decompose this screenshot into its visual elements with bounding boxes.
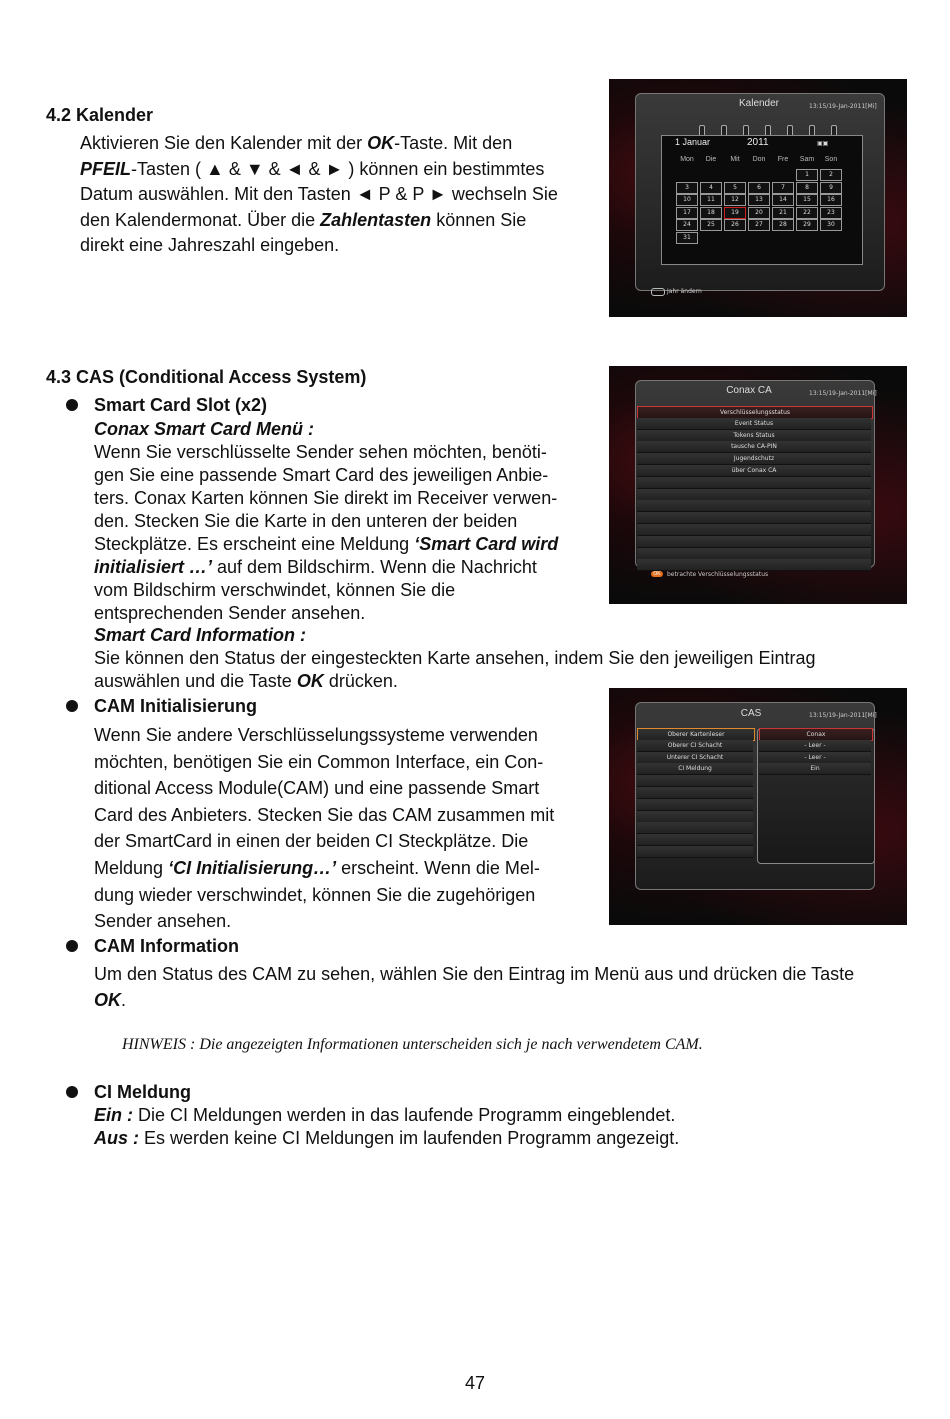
calendar-year: 2011 <box>747 137 769 148</box>
calendar-day-cell[interactable]: 25 <box>700 219 722 231</box>
cas-menu-item[interactable] <box>637 775 753 787</box>
calendar-day-cell[interactable]: 18 <box>700 207 722 219</box>
weekday-label: Sam <box>799 156 815 163</box>
calendar-day-cell[interactable]: 21 <box>772 207 794 219</box>
cas-value[interactable]: - Leer - <box>759 740 871 752</box>
text-line: ters. Conax Karten können Sie direkt im Receiver verwen- <box>94 488 558 508</box>
text-line: Steckplätze. Es erscheint eine Meldung ‘Smart Card wird <box>94 534 559 554</box>
calendar-day-cell[interactable]: 2 <box>820 169 842 181</box>
calendar-title: Kalender <box>738 98 780 109</box>
weekday-label: Mit <box>730 156 740 163</box>
conax-footer: betrachte Verschlüsselungsstatus <box>667 571 769 578</box>
subheading-conax-menu: Conax Smart Card Menü : <box>94 419 315 439</box>
text-line: Meldung ‘CI Initialisierung…’ erscheint. Wenn die Mel- <box>94 857 540 878</box>
calendar-day-cell[interactable]: 31 <box>676 232 698 244</box>
bullet <box>66 700 78 712</box>
text-line: möchten, benötigen Sie ein Common Interface, ein Con- <box>94 751 544 772</box>
text-line: den. Stecken Sie die Karte in den unteren der beiden <box>94 511 518 531</box>
cas-menu-item[interactable]: Oberer CI Schacht <box>637 740 753 752</box>
calendar-day-cell[interactable]: 7 <box>772 182 794 194</box>
menu-item[interactable]: über Conax CA <box>637 465 871 477</box>
calendar-screenshot <box>609 79 907 317</box>
menu-item[interactable]: Verschlüsselungsstatus <box>637 406 873 419</box>
text-line: der SmartCard in einen der beiden CI Steckplätze. Die <box>94 831 529 852</box>
menu-item[interactable] <box>637 500 871 512</box>
bullet <box>66 940 78 952</box>
cas-clock: 13:15/19-Jan-2011[Mi] <box>809 712 877 719</box>
section-heading-kalender: 4.2 Kalender <box>46 105 154 125</box>
bullet-title-smartcard-slot: Smart Card Slot (x2) <box>94 395 268 415</box>
text-line: Wenn Sie andere Verschlüsselungssysteme verwenden <box>94 725 538 745</box>
ci-meldung-aus: Aus : Es werden keine CI Meldungen im laufenden Programm angezeigt. <box>94 1128 680 1148</box>
calendar-day-cell[interactable]: 16 <box>820 194 842 206</box>
text-line: entsprechenden Sender ansehen. <box>94 603 366 623</box>
calendar-nav-icon: ▣▣ <box>817 141 829 147</box>
weekday-label: Son <box>824 156 838 163</box>
bullet-title-cam-info: CAM Information <box>94 936 239 956</box>
calendar-day-cell[interactable]: 11 <box>700 194 722 206</box>
menu-item[interactable] <box>637 489 871 501</box>
conax-screenshot <box>609 366 907 604</box>
cas-menu-item[interactable]: Unterer CI Schacht <box>637 752 753 764</box>
cas-menu-item[interactable] <box>637 787 753 799</box>
text-line: Wenn Sie verschlüsselte Sender sehen möchten, benöti- <box>94 442 547 462</box>
cas-menu-item[interactable] <box>637 834 753 846</box>
calendar-day-cell[interactable]: 12 <box>724 194 746 206</box>
text-line: PFEIL-Tasten ( ▲ & ▼ & ◄ & ► ) können ein bestimmtes <box>80 158 545 179</box>
cas-menu-item[interactable] <box>637 799 753 811</box>
weekday-label: Don <box>752 156 766 163</box>
menu-item[interactable]: Tokens Status <box>637 430 871 442</box>
text-line: Aktivieren Sie den Kalender mit der OK-Taste. Mit den <box>80 133 513 153</box>
cam-info-line2: OK. <box>94 990 127 1010</box>
calendar-day-cell[interactable]: 4 <box>700 182 722 194</box>
weekday-label: Fre <box>777 156 789 163</box>
calendar-day-cell[interactable]: 23 <box>820 207 842 219</box>
ok-key-icon: OK <box>651 571 663 577</box>
menu-item[interactable] <box>637 536 871 548</box>
calendar-day-cell[interactable]: 17 <box>676 207 698 219</box>
calendar-day-cell[interactable]: 27 <box>748 219 770 231</box>
text-line: Sender ansehen. <box>94 911 232 932</box>
note-text: HINWEIS : Die angezeigten Informationen unterscheiden sich je nach verwendetem CAM. <box>122 1036 703 1053</box>
weekday-label: Die <box>705 156 717 163</box>
cas-value[interactable]: Ein <box>759 763 871 775</box>
calendar-day-cell[interactable]: 15 <box>796 194 818 206</box>
cam-init-paragraph <box>94 722 604 935</box>
menu-item[interactable] <box>637 559 871 571</box>
calendar-day-cell[interactable]: 20 <box>748 207 770 219</box>
text-line: ditional Access Module(CAM) und eine passende Smart <box>94 778 540 799</box>
calendar-day-cell[interactable]: 3 <box>676 182 698 194</box>
section-heading-cas: 4.3 CAS (Conditional Access System) <box>46 367 367 387</box>
calendar-day-cell[interactable]: 26 <box>724 219 746 231</box>
text-line: den Kalendermonat. Über die Zahlentasten können Sie <box>80 209 527 230</box>
bullet <box>66 399 78 411</box>
calendar-day-cell[interactable]: 29 <box>796 219 818 231</box>
text-line: vom Bildschirm verschwindet, können Sie die <box>94 580 456 600</box>
text-line: direkt eine Jahreszahl eingeben. <box>80 235 340 255</box>
calendar-day-cell[interactable]: 1 <box>796 169 818 181</box>
cas-menu-item[interactable] <box>637 811 753 823</box>
calendar-footer: Jahr ändern <box>667 288 702 295</box>
calendar-month: 1 Januar <box>675 137 711 147</box>
bullet <box>66 1086 78 1098</box>
calendar-day-cell[interactable]: 13 <box>748 194 770 206</box>
conax-title: Conax CA <box>726 385 772 396</box>
calendar-day-cell[interactable]: 9 <box>820 182 842 194</box>
cas-menu-item[interactable] <box>637 822 753 834</box>
calendar-clock: 13:15/19-Jan-2011[Mi] <box>809 103 877 110</box>
menu-item[interactable]: Jugendschutz <box>637 453 871 465</box>
cas-menu-item[interactable]: Oberer Kartenleser <box>637 728 755 741</box>
calendar-day-cell[interactable]: 14 <box>772 194 794 206</box>
calendar-day-cell[interactable]: 22 <box>796 207 818 219</box>
bullet-title-cam-init: CAM Initialisierung <box>94 696 258 716</box>
calendar-day-cell[interactable]: 24 <box>676 219 698 231</box>
calendar-day-cell[interactable]: 8 <box>796 182 818 194</box>
smartcard-info-line2: auswählen und die Taste OK drücken. <box>94 671 398 691</box>
calendar-day-cell[interactable]: 19 <box>724 207 746 219</box>
menu-item[interactable] <box>637 512 871 524</box>
kalender-paragraph <box>80 131 600 259</box>
text-line: Datum auswählen. Mit den Tasten ◄ P & P ► wechseln Sie <box>80 184 558 204</box>
calendar-day-cell[interactable]: 30 <box>820 219 842 231</box>
cas-value[interactable]: Conax <box>759 728 873 741</box>
subheading-smartcard-info: Smart Card Information : <box>94 625 307 645</box>
menu-item[interactable] <box>637 524 871 536</box>
ci-meldung-ein: Ein : Die CI Meldungen werden in das laufende Programm eingeblendet. <box>94 1105 676 1125</box>
calendar-day-cell[interactable]: 5 <box>724 182 746 194</box>
menu-item[interactable]: Event Status <box>637 418 871 430</box>
cas-menu-item[interactable]: CI Meldung <box>637 763 753 775</box>
calendar-day-cell[interactable]: 6 <box>748 182 770 194</box>
bullet-title-ci-meldung: CI Meldung <box>94 1082 191 1102</box>
text-line: Card des Anbieters. Stecken Sie das CAM zusammen mit <box>94 804 555 825</box>
conax-clock: 13:15/19-Jan-2011[Mi] <box>809 390 877 397</box>
calendar-day-cell[interactable]: 10 <box>676 194 698 206</box>
text-line: dung wieder verschwindet, können Sie die zugehörigen <box>94 884 536 905</box>
page-number: 47 <box>464 1373 486 1393</box>
menu-item[interactable] <box>637 548 871 560</box>
key-icon <box>651 288 665 296</box>
menu-item[interactable] <box>637 477 871 489</box>
cas-value[interactable]: - Leer - <box>759 752 871 764</box>
smartcard-info-line1: Sie können den Status der eingesteckten Karte ansehen, indem Sie den jeweiligen Eintrag <box>94 648 816 668</box>
text-line: gen Sie eine passende Smart Card des jeweiligen Anbie- <box>94 465 549 485</box>
cas-menu-item[interactable] <box>637 846 753 858</box>
weekday-label: Mon <box>680 156 694 163</box>
text-line: initialisiert …’ auf dem Bildschirm. Wenn die Nachricht <box>94 557 537 577</box>
cas-screenshot <box>609 688 907 925</box>
cas-title: CAS <box>740 708 762 719</box>
smartcard-paragraph <box>94 441 604 625</box>
cam-info-line1: Um den Status des CAM zu sehen, wählen Sie den Eintrag im Menü aus und drücken die Taste <box>94 964 855 984</box>
menu-item[interactable]: tausche CA-PIN <box>637 441 871 453</box>
calendar-day-cell[interactable]: 28 <box>772 219 794 231</box>
